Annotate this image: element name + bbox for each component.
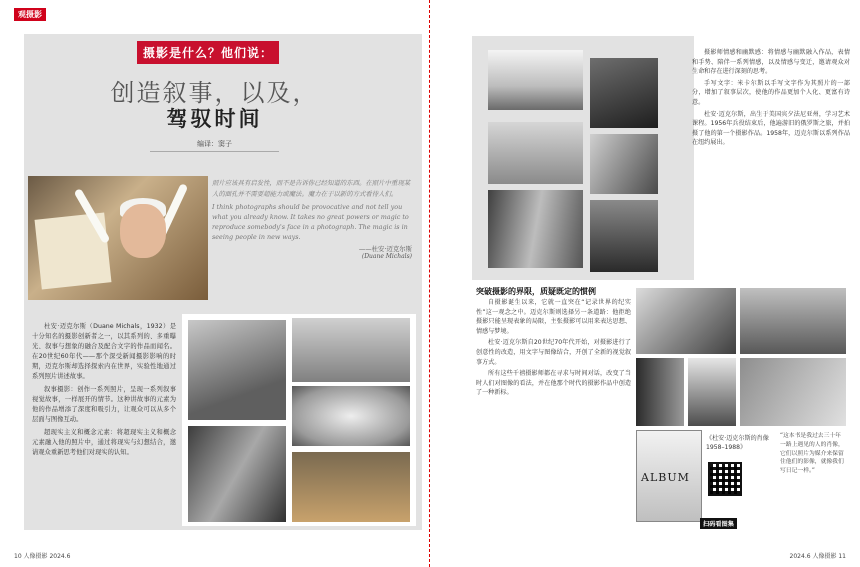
quote-attribution-en: (Duane Michals) [361, 253, 412, 260]
book-cover [636, 430, 702, 522]
article-title-line1: 创造叙事，以及， [110, 79, 319, 107]
photo-sequence-2 [590, 58, 658, 128]
photo-man-smiling [740, 358, 846, 426]
photo-sequence-5 [488, 190, 583, 268]
right-top-text [692, 48, 850, 150]
left-photo-grid [182, 314, 416, 526]
body-paragraph: 杜安·迈克尔斯（Duane Michals，1932）是十分知名的摄影创新者之一，以其系列的、多重曝光、叙事与想象的融合及配合文字的作品而闻名。在20世纪60年代——那个深受新闻摄影影响的时期，迈克尔斯却选择探索内在世界，实验性地通过系列照片讲述故事。 [32, 323, 176, 380]
photo-head-shape [120, 204, 166, 258]
topic-banner: 摄影是什么？他们说： [137, 41, 279, 64]
photo-sequence-1 [488, 50, 583, 110]
photo-sequence-6 [590, 200, 658, 272]
book-cover-title: ALBUM [641, 471, 690, 484]
photo-face-closeup [636, 288, 736, 354]
left-body-text [32, 322, 176, 461]
quote-english: I think photographs should be provocative and not tell you what you already know. It takes no great powers or magic to reproduce somebody's face in a photograph. The magic is in seeing people in new ways. [212, 203, 409, 241]
right-bottom-text [476, 298, 631, 400]
photo-portrait [740, 288, 846, 354]
right-folio: 2024.6 人像摄影 11 [789, 553, 846, 560]
photo-butterfly [292, 386, 410, 446]
scan-label: 扫码看图集 [700, 518, 737, 529]
right-page [430, 0, 860, 567]
photo-figure [636, 358, 684, 426]
body-paragraph: 杜安·迈克尔斯，出生于美国宾夕法尼亚州，学习艺术课程。1956年兵役结束后，他遍游旧的俄罗斯之旅，并拍摄了他的第一个摄影作品。1958年，迈克尔斯以系列作品在纽约展出。 [692, 110, 850, 147]
quote-attribution: ——杜安·迈克尔斯 [358, 245, 412, 253]
article-title-line2: 驾驭时间 [166, 106, 263, 131]
photo-couple [188, 426, 286, 522]
byline: 编译：窦子 [197, 140, 232, 148]
body-paragraph: 叙事摄影：创作一系列照片，呈现一系列叙事视觉故事，一样展开的情节。这种讲故事的元素为他的作品增添了深度和吸引力，让观众可以从多个层面与图像互动。 [32, 386, 176, 423]
body-paragraph: 超现实主义和概念元素：将超现实主义和概念元素融入他的照片中，通过将现实与幻想结合，邀请观众重新思考他们对现实的认知。 [32, 429, 176, 456]
body-paragraph: 摄影师情感和幽默感：将情感与幽默融入作品，表情和手势、陪伴一系列情感，以及情感与变迁，邀请观众对生命和存在进行深刻的思考。 [692, 49, 850, 76]
byline-rule [150, 151, 279, 152]
right-photo-grid [636, 288, 846, 426]
section-heading: 突破摄影的界限，质疑既定的惯例 [476, 287, 596, 296]
pull-quote [212, 178, 412, 302]
photo-flowers-portrait [188, 320, 286, 420]
photo-sequence-3 [488, 122, 583, 184]
hero-portrait-photo [28, 176, 208, 300]
side-quote: “这本书是我过去三十年一路上遇见的人的肖像，它们以照片为媒介来保留住他们的影像，就像我们写日记一样。” [780, 433, 844, 475]
left-page [0, 0, 429, 567]
photo-jar [688, 358, 736, 426]
body-paragraph: 手写文字：米卡尔斯以手写文字作为其照片的一部分，增加了叙事层次，使他的作品更加个人化、更富有诗意。 [692, 79, 850, 106]
qr-code-icon[interactable] [708, 462, 742, 496]
body-paragraph: 杜安·迈克尔斯自20世纪70年代开始，对摄影进行了创意性的改造，用文字与图像结合，开创了全新的视觉叙事方式。 [476, 339, 631, 366]
section-tag: 观摄影 [14, 8, 46, 21]
body-paragraph: 自摄影诞生以来，它就一直突在“记录世界的纪实性”这一观念之中。迈克尔斯则选择另一条道路：他拒绝摄影只能呈现表象的局限，主张摄影可以用来表达思想、情感与梦境。 [476, 299, 631, 335]
book-info: 《杜安·迈克尔斯的肖像 1958–1988》 [706, 435, 769, 451]
body-paragraph: 所有这些千禧摄影师都在寻求与时间对话，改变了当时人们对图像的看法，并在他那个时代的摄影作品中创造了一种新标。 [476, 370, 631, 397]
photo-color-scene [292, 452, 410, 522]
left-folio: 10 人像摄影 2024.6 [14, 553, 71, 560]
quote-chinese: 照片应该具有启发性，而不是告诉你已经知道的东西。在照片中重现某人的面孔并不需要超能力或魔法。魔力在于以新的方式看待人们。 [212, 179, 411, 198]
photo-sequence-4 [590, 134, 658, 194]
photo-mask-figure [292, 318, 410, 382]
